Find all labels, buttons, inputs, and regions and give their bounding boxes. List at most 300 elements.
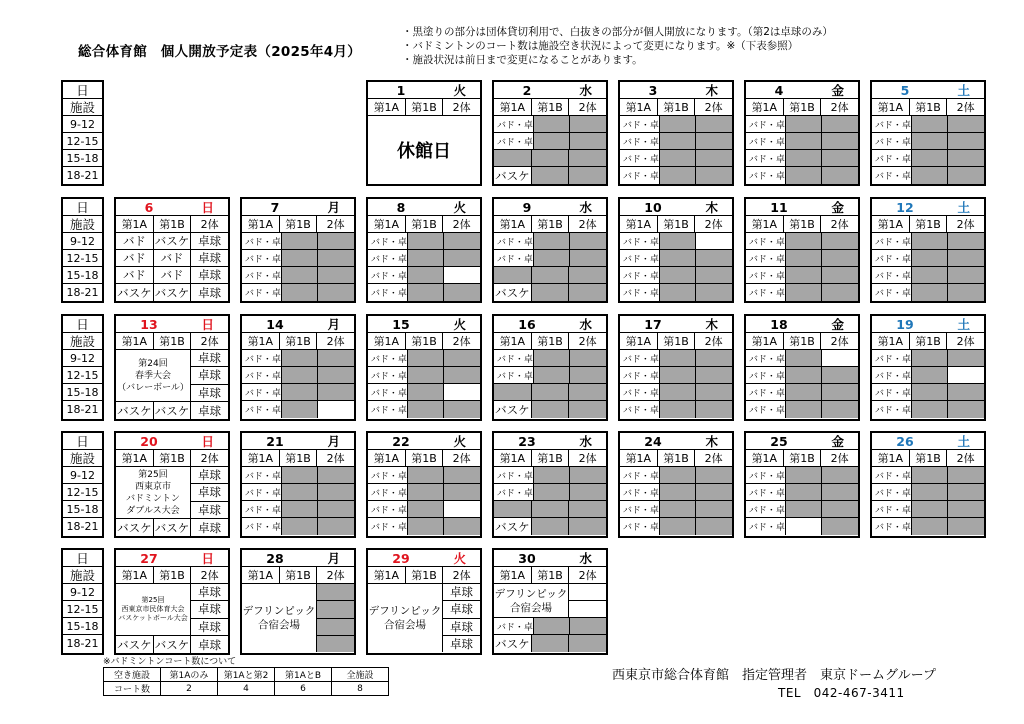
facility-header bbox=[116, 567, 228, 584]
slot-cell: バド・卓 bbox=[620, 367, 660, 383]
slot-cell: バド・卓 bbox=[242, 467, 282, 483]
slot-cell bbox=[317, 584, 354, 601]
facility-name: 第1B bbox=[154, 567, 192, 583]
court-table-cell: 第1Aのみ bbox=[161, 668, 218, 682]
facility-name: 2体 bbox=[326, 452, 345, 465]
day-block bbox=[492, 197, 608, 303]
facility-name: 第1B bbox=[154, 333, 192, 349]
slot-cell: バスケ bbox=[154, 519, 192, 536]
slot-row bbox=[494, 635, 606, 652]
facility-header bbox=[242, 333, 354, 350]
facility-name: 第1B bbox=[910, 99, 948, 115]
facility-name: 第1B bbox=[784, 216, 822, 232]
day-number: 19 bbox=[896, 316, 914, 332]
slot-row bbox=[872, 401, 984, 418]
slot-cell: バド・卓 bbox=[242, 250, 282, 266]
slot-cell bbox=[696, 150, 732, 166]
slot-cell bbox=[570, 467, 606, 483]
slot-cell: バド・卓 bbox=[368, 367, 408, 383]
facility-name: 第1A bbox=[620, 333, 658, 349]
day-header bbox=[872, 199, 984, 216]
slot-cell bbox=[282, 367, 319, 383]
slot-cell: バド・卓 bbox=[494, 116, 534, 132]
slot-cell bbox=[948, 384, 984, 400]
facility-header bbox=[494, 333, 606, 350]
day-number: 26 bbox=[896, 433, 914, 449]
facility-name: 第1B bbox=[532, 99, 570, 115]
slot-cell: バド bbox=[116, 250, 154, 266]
slot-cell: バスケ bbox=[494, 167, 532, 184]
facility-name: 第1A bbox=[368, 450, 406, 466]
slot-cell: バスケ bbox=[154, 233, 192, 249]
slot-cell bbox=[534, 484, 571, 500]
slot-cell bbox=[912, 484, 949, 500]
slot-cell bbox=[948, 267, 984, 283]
facility-name: 2体 bbox=[704, 101, 723, 114]
court-table-cell: 2 bbox=[161, 682, 218, 696]
week-row bbox=[61, 197, 986, 303]
slot-row bbox=[242, 401, 354, 418]
day-block bbox=[618, 197, 734, 303]
slot-row bbox=[620, 233, 732, 250]
slot-cell: バド・卓 bbox=[494, 250, 534, 266]
day-header bbox=[494, 82, 606, 99]
slot-cell bbox=[318, 401, 354, 418]
slot-row bbox=[872, 467, 984, 484]
slot-cell: バド・卓 bbox=[872, 150, 912, 166]
slot-row bbox=[494, 116, 606, 133]
facility-column bbox=[569, 584, 606, 617]
slot-cell bbox=[534, 250, 571, 266]
slot-cell: 卓球 bbox=[443, 584, 480, 601]
day-block bbox=[744, 197, 860, 303]
weekday: 土 bbox=[957, 83, 970, 98]
label-facility: 施設 bbox=[63, 333, 102, 350]
facility-name: 2体 bbox=[200, 452, 219, 465]
day-block bbox=[114, 431, 230, 538]
slot-cell bbox=[696, 133, 732, 149]
slot-cell bbox=[282, 284, 319, 301]
slot-cell bbox=[570, 618, 606, 634]
facility-column bbox=[191, 350, 228, 401]
slot-cell bbox=[408, 467, 445, 483]
facility-name: 第1A bbox=[494, 216, 532, 232]
slot-cell: バド・卓 bbox=[746, 484, 786, 500]
weekday: 土 bbox=[957, 200, 970, 215]
slot-row bbox=[242, 350, 354, 367]
day-number: 24 bbox=[644, 433, 662, 449]
slot-cell: バド・卓 bbox=[872, 401, 912, 418]
slot-row bbox=[494, 501, 606, 518]
slot-cell: 卓球 bbox=[450, 636, 473, 651]
slot-cell: バド・卓 bbox=[872, 467, 912, 483]
label-slot: 15-18 bbox=[63, 384, 102, 401]
slot-cell: バスケ bbox=[494, 518, 532, 535]
slot-cell bbox=[570, 116, 606, 132]
slot-cell bbox=[948, 401, 984, 418]
slot-cell bbox=[570, 233, 606, 249]
slot-cell bbox=[408, 484, 445, 500]
slot-row bbox=[242, 367, 354, 384]
slot-cell: バド・卓 bbox=[242, 518, 282, 535]
weekday: 木 bbox=[705, 200, 718, 215]
facility-name: 第1B bbox=[532, 567, 570, 583]
slot-cell: バド・卓 bbox=[242, 267, 282, 283]
slot-cell bbox=[569, 401, 606, 418]
slot-cell bbox=[532, 501, 570, 517]
slot-cell bbox=[948, 350, 984, 366]
day-header bbox=[242, 199, 354, 216]
court-table-cell: 第1AとB bbox=[275, 668, 332, 682]
slot-cell bbox=[494, 150, 532, 166]
slot-row bbox=[872, 267, 984, 284]
slot-cell: バド・卓 bbox=[494, 467, 534, 483]
slot-row bbox=[116, 250, 228, 267]
slot-cell bbox=[696, 367, 732, 383]
day-header bbox=[872, 82, 984, 99]
slot-cell: バド・卓 bbox=[368, 518, 408, 535]
slot-cell: バド・卓 bbox=[872, 518, 912, 535]
day-number: 16 bbox=[518, 316, 536, 332]
slot-row bbox=[494, 150, 606, 167]
slot-cell bbox=[282, 350, 319, 366]
slot-row bbox=[872, 250, 984, 267]
slot-cell bbox=[444, 350, 480, 366]
slot-row bbox=[746, 367, 858, 384]
slot-cell bbox=[948, 250, 984, 266]
label-slot: 9-12 bbox=[63, 350, 102, 367]
label-slot: 15-18 bbox=[63, 267, 102, 284]
facility-name: 第1A bbox=[494, 333, 532, 349]
slot-row bbox=[242, 233, 354, 250]
slot-cell bbox=[786, 518, 823, 535]
slot-cell bbox=[822, 484, 858, 500]
slot-cell bbox=[318, 233, 354, 249]
slot-cell bbox=[696, 518, 732, 535]
event-body bbox=[116, 350, 228, 402]
slot-row bbox=[116, 636, 228, 653]
day-block bbox=[240, 431, 356, 538]
slot-row bbox=[746, 133, 858, 150]
slot-cell bbox=[660, 384, 697, 400]
day-number: 11 bbox=[770, 199, 788, 215]
facility-name: 第1B bbox=[532, 216, 570, 232]
slot-cell bbox=[317, 601, 354, 618]
slot-cell bbox=[408, 518, 445, 535]
merged-body bbox=[242, 584, 354, 652]
slot-cell bbox=[444, 484, 480, 500]
weekday: 日 bbox=[201, 434, 214, 449]
week-row bbox=[61, 80, 986, 186]
facility-name: 第1A bbox=[746, 99, 784, 115]
facility-name: 2体 bbox=[704, 335, 723, 348]
slot-cell bbox=[569, 384, 606, 400]
slot-cell bbox=[660, 150, 697, 166]
slot-cell: バド・卓 bbox=[242, 501, 282, 517]
facility-name: 2体 bbox=[830, 335, 849, 348]
slot-row bbox=[368, 233, 480, 250]
slot-cell bbox=[444, 233, 480, 249]
facility-name: 第1A bbox=[116, 450, 154, 466]
slot-cell bbox=[282, 267, 319, 283]
facility-header bbox=[242, 216, 354, 233]
note-line: ・黒塗りの部分は団体貸切利用で、白抜きの部分が個人開放になります。（第2は卓球のみ） bbox=[402, 26, 833, 38]
label-slot: 12-15 bbox=[63, 484, 102, 501]
weekday: 火 bbox=[453, 551, 466, 566]
slot-row bbox=[746, 116, 858, 133]
slot-cell bbox=[282, 467, 319, 483]
slot-row bbox=[620, 518, 732, 535]
day-number: 25 bbox=[770, 433, 788, 449]
slot-cell bbox=[282, 484, 319, 500]
day-header bbox=[368, 550, 480, 567]
slot-row bbox=[242, 267, 354, 284]
weekday: 金 bbox=[831, 434, 844, 449]
facility-name: 第1A bbox=[494, 99, 532, 115]
slot-cell: バド・卓 bbox=[494, 618, 534, 634]
slot-cell bbox=[318, 501, 354, 517]
event-body bbox=[116, 467, 228, 519]
day-header bbox=[494, 199, 606, 216]
slot-row bbox=[116, 284, 228, 301]
facility-name: 第1A bbox=[620, 450, 658, 466]
facility-header bbox=[746, 450, 858, 467]
slot-cell bbox=[696, 250, 732, 266]
facility-name: 2体 bbox=[830, 101, 849, 114]
slot-cell: バド・卓 bbox=[368, 350, 408, 366]
slot-row bbox=[746, 484, 858, 501]
facility-name: 第1B bbox=[910, 333, 948, 349]
day-header bbox=[242, 433, 354, 450]
slot-cell bbox=[282, 384, 319, 400]
slot-cell bbox=[822, 501, 858, 517]
label-facility: 施設 bbox=[63, 567, 102, 584]
weekday: 水 bbox=[579, 551, 592, 566]
facility-name: 第1B bbox=[280, 216, 318, 232]
facility-name: 第1B bbox=[406, 99, 444, 115]
slot-cell bbox=[660, 350, 697, 366]
facility-name: 2体 bbox=[956, 101, 975, 114]
slot-cell bbox=[534, 618, 571, 634]
slot-cell bbox=[822, 467, 858, 483]
slot-cell: バド・卓 bbox=[746, 384, 786, 400]
slot-row bbox=[368, 350, 480, 367]
facility-name: 第1B bbox=[154, 216, 192, 232]
slot-cell: 卓球 bbox=[443, 601, 480, 618]
label-slot: 12-15 bbox=[63, 367, 102, 384]
slot-cell bbox=[534, 133, 571, 149]
label-day: 日 bbox=[63, 433, 102, 450]
slot-cell bbox=[408, 401, 445, 418]
slot-cell bbox=[696, 350, 732, 366]
day-number: 3 bbox=[648, 82, 658, 98]
day-header bbox=[116, 316, 228, 333]
day-number: 7 bbox=[270, 199, 280, 215]
slot-cell: バド・卓 bbox=[620, 501, 660, 517]
slot-cell bbox=[660, 501, 697, 517]
slot-cell bbox=[786, 401, 823, 418]
slot-cell bbox=[444, 250, 480, 266]
court-note: ※バドミントンコート数について bbox=[103, 657, 237, 667]
slot-cell bbox=[569, 284, 606, 301]
facility-header bbox=[872, 450, 984, 467]
slot-row bbox=[494, 384, 606, 401]
facility-header bbox=[494, 450, 606, 467]
slot-cell: バド・卓 bbox=[242, 233, 282, 249]
slot-cell: バド・卓 bbox=[746, 367, 786, 383]
slot-cell: バド・卓 bbox=[746, 350, 786, 366]
weekday: 月 bbox=[327, 317, 340, 332]
weekday: 火 bbox=[453, 200, 466, 215]
slot-row bbox=[494, 618, 606, 635]
slot-cell bbox=[532, 167, 570, 184]
slot-cell: バド・卓 bbox=[620, 116, 660, 132]
slot-cell: バド・卓 bbox=[872, 484, 912, 500]
slot-cell: バド・卓 bbox=[620, 284, 660, 301]
slot-cell bbox=[786, 133, 823, 149]
slot-cell: バスケ bbox=[494, 401, 532, 418]
facility-name: 第1A bbox=[494, 567, 532, 583]
court-table-cell: コート数 bbox=[104, 682, 161, 696]
slot-cell bbox=[822, 133, 858, 149]
slot-cell: バド・卓 bbox=[746, 501, 786, 517]
slot-cell: バド・卓 bbox=[242, 367, 282, 383]
facility-name: 第1A bbox=[620, 216, 658, 232]
slot-cell bbox=[532, 284, 570, 301]
row-labels bbox=[61, 548, 104, 655]
weekday: 火 bbox=[453, 434, 466, 449]
slot-cell bbox=[408, 367, 445, 383]
facility-name: 2体 bbox=[956, 218, 975, 231]
slot-row bbox=[746, 150, 858, 167]
slot-row bbox=[872, 350, 984, 367]
weekday: 月 bbox=[327, 434, 340, 449]
weekday: 月 bbox=[327, 200, 340, 215]
facility-header bbox=[368, 567, 480, 584]
day-number: 5 bbox=[900, 82, 910, 98]
slot-cell bbox=[696, 384, 732, 400]
slot-cell: 卓球 bbox=[198, 520, 222, 535]
slot-cell bbox=[912, 167, 949, 184]
facility-name: 2体 bbox=[326, 335, 345, 348]
closed-body bbox=[368, 116, 480, 184]
weekday: 土 bbox=[957, 434, 970, 449]
slot-cell: 卓球 bbox=[443, 619, 480, 636]
slot-row bbox=[368, 267, 480, 284]
facility-name: 2体 bbox=[578, 452, 597, 465]
facility-header bbox=[116, 333, 228, 350]
slot-row bbox=[746, 384, 858, 401]
week-row bbox=[61, 314, 986, 421]
slot-row bbox=[494, 401, 606, 418]
slot-cell: バド・卓 bbox=[620, 350, 660, 366]
slot-cell bbox=[912, 284, 949, 301]
slot-row bbox=[872, 501, 984, 518]
slot-cell bbox=[282, 501, 319, 517]
slot-row bbox=[872, 284, 984, 301]
slot-cell bbox=[822, 250, 858, 266]
slot-cell bbox=[408, 384, 445, 400]
day-block bbox=[366, 197, 482, 303]
slot-cell: 卓球 bbox=[198, 285, 222, 300]
slot-cell: バド・卓 bbox=[620, 267, 660, 283]
label-day: 日 bbox=[63, 199, 102, 216]
slot-row bbox=[872, 133, 984, 150]
slot-cell: バド・卓 bbox=[872, 267, 912, 283]
event-label: 第25回 西東京市 バドミントン ダブルス大会 bbox=[116, 467, 191, 518]
slot-cell: バド・卓 bbox=[494, 484, 534, 500]
slot-cell: 卓球 bbox=[191, 367, 228, 384]
facility-name: 第1A bbox=[242, 567, 280, 583]
slot-row bbox=[368, 384, 480, 401]
day-block bbox=[870, 80, 986, 186]
day-number: 12 bbox=[896, 199, 914, 215]
slot-cell: バド・卓 bbox=[872, 233, 912, 249]
slot-cell bbox=[569, 267, 606, 283]
merged-label: デフリンピック 合宿会場 bbox=[494, 584, 569, 617]
label-slot: 15-18 bbox=[63, 150, 102, 167]
weekday: 水 bbox=[579, 83, 592, 98]
facility-name: 2体 bbox=[578, 101, 597, 114]
day-header bbox=[368, 82, 480, 99]
facility-name: 2体 bbox=[704, 218, 723, 231]
slot-cell bbox=[696, 484, 732, 500]
label-slot: 15-18 bbox=[63, 501, 102, 518]
day-header bbox=[368, 199, 480, 216]
slot-cell bbox=[534, 367, 571, 383]
facility-name: 第1A bbox=[116, 333, 154, 349]
slot-cell: 卓球 bbox=[198, 619, 221, 634]
facility-header bbox=[494, 99, 606, 116]
slot-cell bbox=[948, 501, 984, 517]
day-block bbox=[618, 80, 734, 186]
slot-cell bbox=[948, 167, 984, 184]
facility-name: 2体 bbox=[578, 335, 597, 348]
event-label: 第25回 西東京市民体育大会 バスケットボール大会 bbox=[116, 584, 191, 635]
label-slot: 18-21 bbox=[66, 169, 99, 182]
slot-cell: バド・卓 bbox=[494, 367, 534, 383]
slot-cell bbox=[317, 619, 354, 636]
slot-cell: バド・卓 bbox=[746, 467, 786, 483]
slot-cell bbox=[570, 250, 606, 266]
slot-row bbox=[494, 367, 606, 384]
slot-cell bbox=[948, 484, 984, 500]
slot-cell: バド・卓 bbox=[620, 167, 660, 184]
slot-cell: バド・卓 bbox=[746, 133, 786, 149]
slot-row bbox=[620, 133, 732, 150]
day-number: 21 bbox=[266, 433, 284, 449]
label-slot: 9-12 bbox=[63, 584, 102, 601]
slot-cell: バド・卓 bbox=[494, 350, 534, 366]
slot-row bbox=[872, 484, 984, 501]
slot-cell bbox=[912, 350, 949, 366]
day-block bbox=[492, 431, 608, 538]
slot-row bbox=[872, 367, 984, 384]
slot-cell bbox=[569, 584, 606, 601]
slot-cell bbox=[282, 250, 319, 266]
slot-row bbox=[620, 384, 732, 401]
label-slot: 12-15 bbox=[63, 133, 102, 150]
slot-cell: 卓球 bbox=[198, 251, 222, 265]
slot-cell bbox=[318, 284, 354, 301]
slot-cell bbox=[534, 116, 571, 132]
facility-name: 2体 bbox=[830, 452, 849, 465]
slot-cell: バド・卓 bbox=[620, 384, 660, 400]
slot-cell bbox=[822, 401, 858, 418]
slot-cell bbox=[948, 133, 984, 149]
facility-name: 第1B bbox=[406, 450, 444, 466]
day-header bbox=[620, 82, 732, 99]
